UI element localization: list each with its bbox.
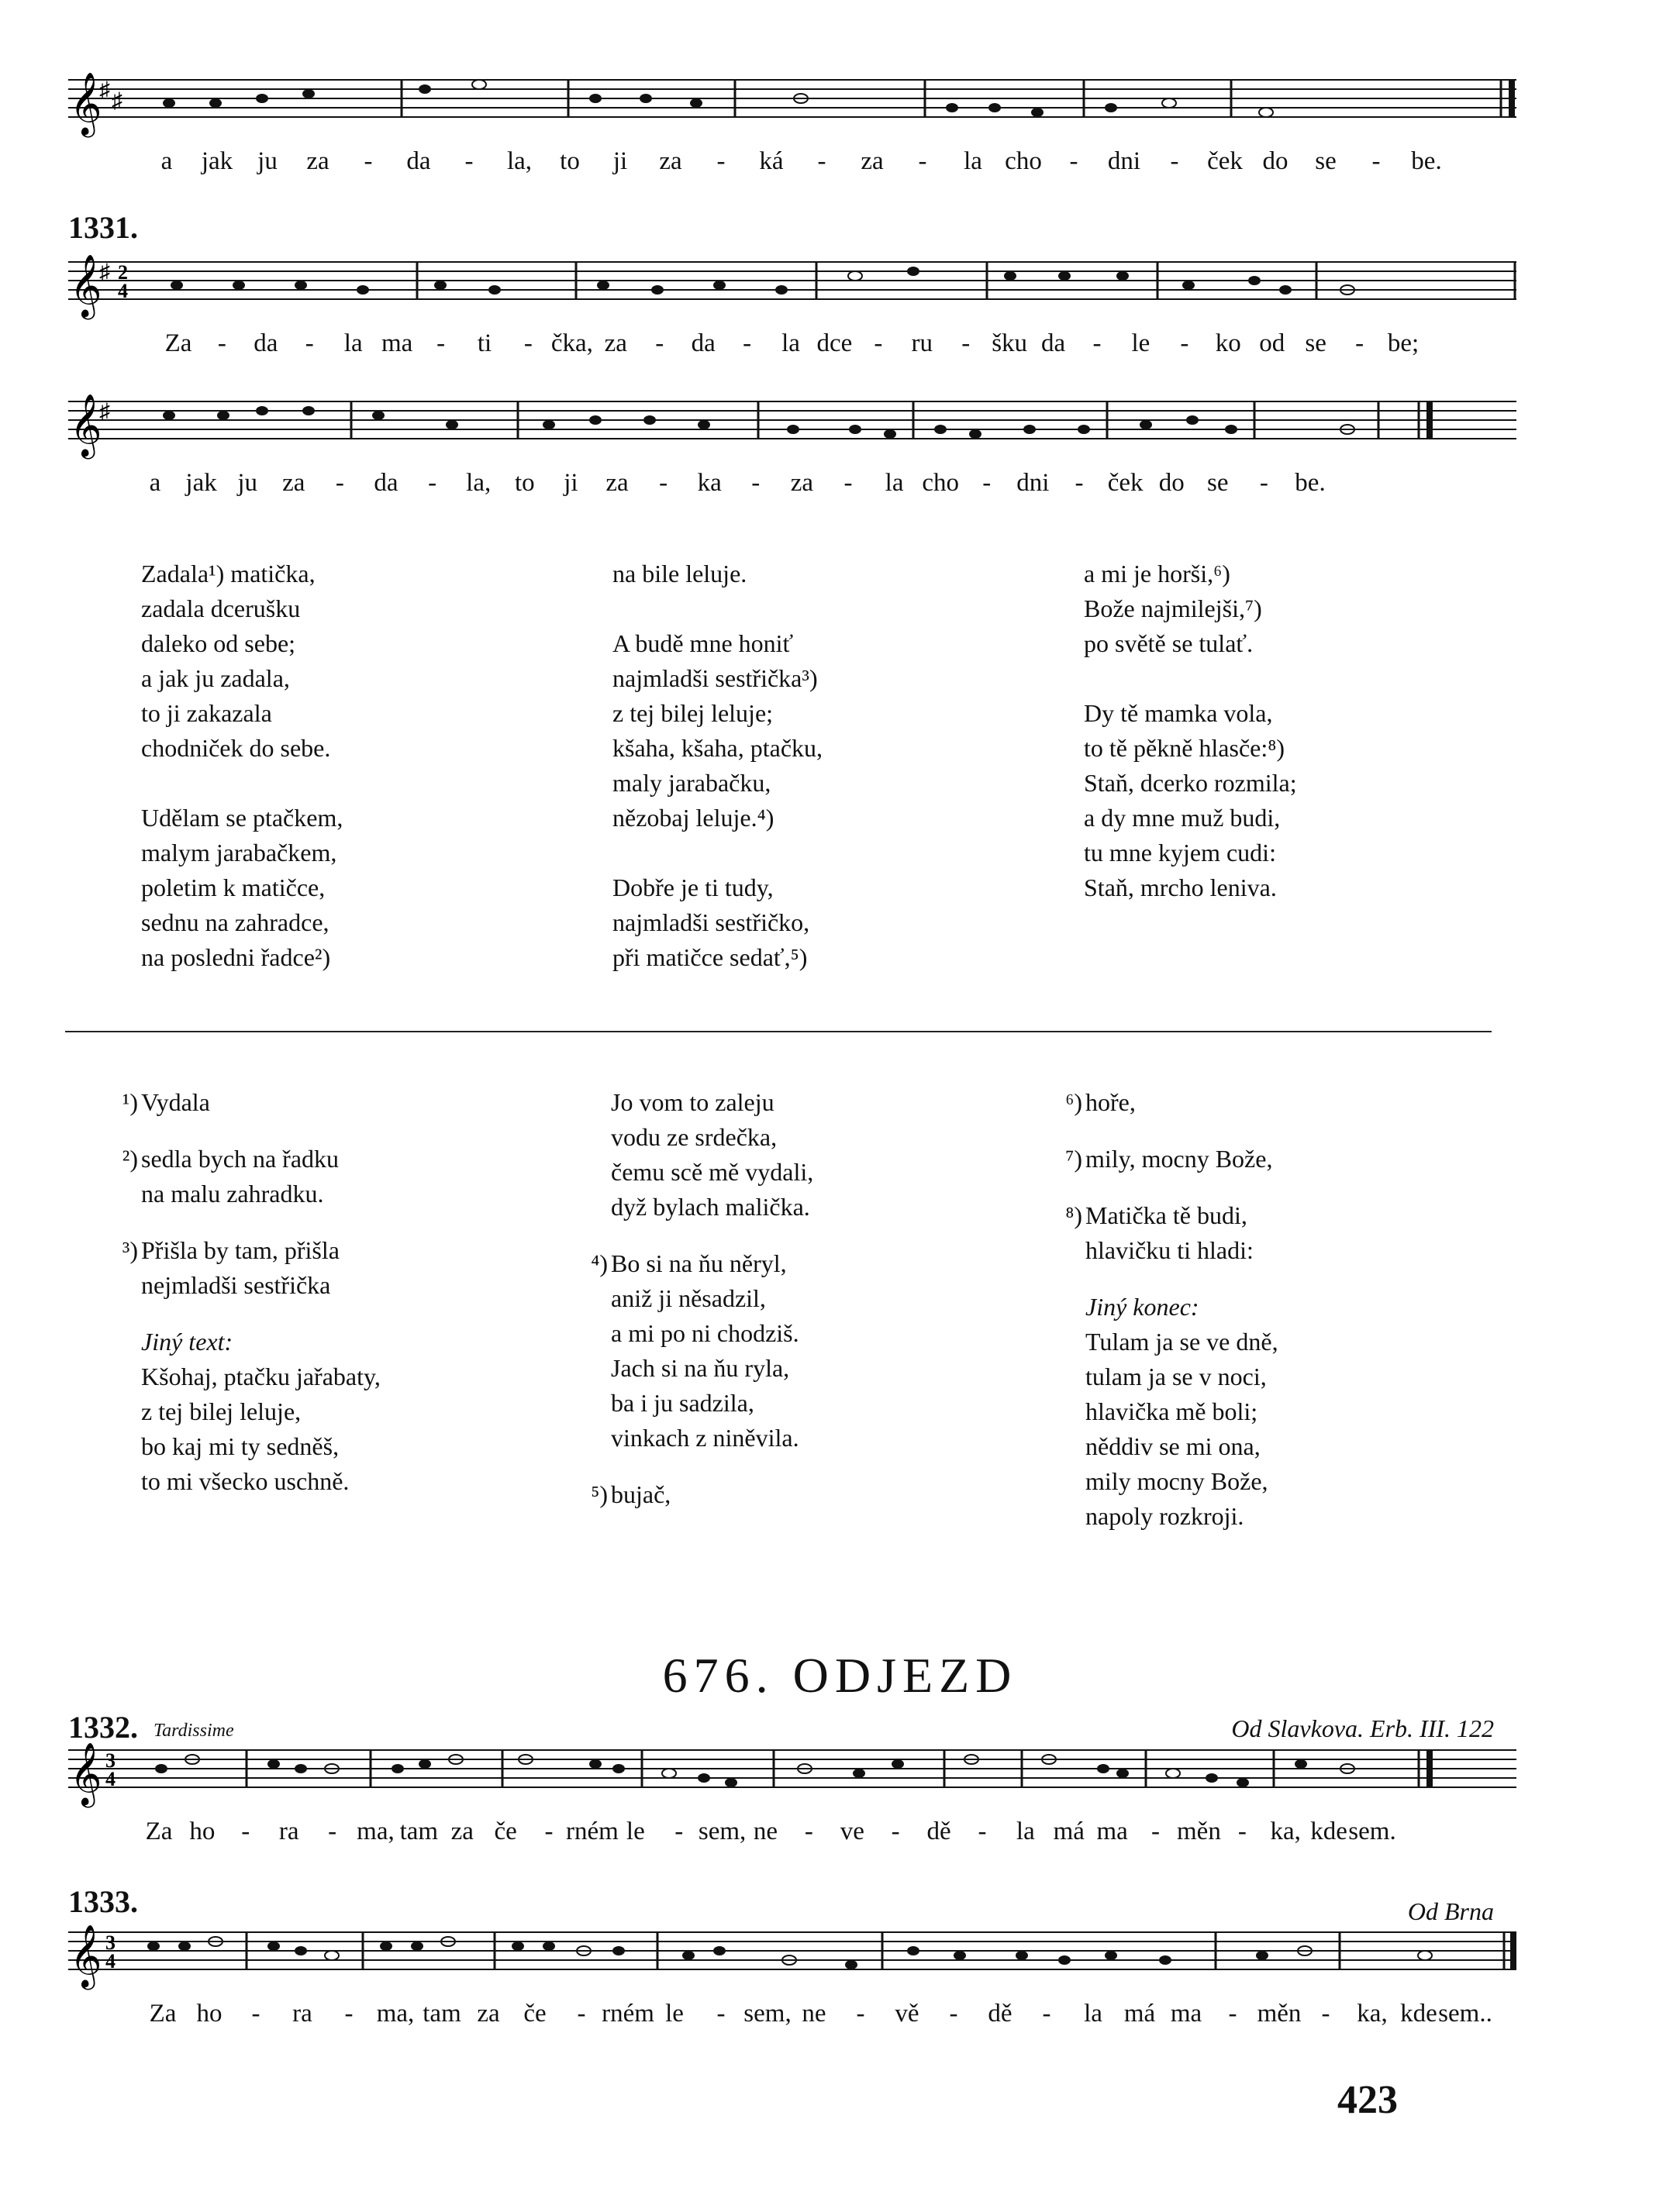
lyric-syllable: le	[665, 2000, 684, 2028]
lyric-hyphen: -	[464, 147, 474, 175]
song-number-1332: 1332.	[68, 1710, 138, 1745]
stanza-break	[141, 766, 343, 801]
lyric-hyphen: -	[305, 329, 314, 357]
lyric-syllable: šku	[992, 329, 1028, 357]
poem-line: najmladši sestřička³)	[612, 664, 818, 692]
footnote-text: na malu zahradku.	[141, 1180, 324, 1208]
lyric-hyphen: -	[1237, 1817, 1247, 1845]
poem-line: Dy tě mamka vola,	[1084, 699, 1273, 727]
footnote-text: dyž bylach malička.	[611, 1193, 810, 1221]
poem-line: A budě mne honiť	[612, 629, 794, 657]
footnote-line	[611, 1120, 813, 1155]
footnote-line	[1065, 1198, 1278, 1233]
svg-text:𝄞: 𝄞	[70, 1742, 102, 1805]
footnote-text: tulam ja se v noci,	[1085, 1363, 1267, 1390]
lyric-hyphen: -	[982, 469, 992, 497]
poem-line: Udělam se ptačkem,	[141, 804, 343, 832]
lyric-hyphen: -	[751, 469, 761, 497]
lyric-syllable: a	[160, 147, 173, 175]
lyric-syllable: dni	[1016, 469, 1050, 497]
lyric-syllable: da	[406, 147, 431, 175]
footnote-text: Tulam ja se ve dně,	[1085, 1328, 1278, 1356]
lyric-hyphen: -	[1180, 329, 1189, 357]
lyric-syllable: la,	[466, 469, 492, 497]
lyric-syllable: ká	[759, 147, 784, 175]
poem-line: to tě pěkně hlasče:⁸)	[1084, 734, 1285, 762]
footnote-text: bo kaj mi ty sedněš,	[141, 1432, 340, 1460]
footnote-line	[1085, 1394, 1278, 1429]
lyric-syllable: ka	[697, 469, 722, 497]
lyric-syllable: ma	[381, 329, 413, 357]
footnote-text: sedla bych na řadku	[141, 1145, 340, 1173]
lyric-syllable: la	[343, 329, 363, 357]
poem-column-1	[141, 556, 343, 975]
lyric-syllable: ka,	[1270, 1817, 1301, 1845]
footnote-line	[611, 1316, 813, 1351]
lyric-syllable: Za	[164, 329, 192, 357]
lyric-hyphen: -	[716, 147, 726, 175]
poem-line: a dy mne muž budi,	[1084, 804, 1281, 832]
lyric-syllable: da	[374, 469, 398, 497]
lyric-syllable: rném	[602, 2000, 654, 2028]
lyric-hyphen: -	[251, 2000, 260, 2028]
lyric-syllable: to	[514, 469, 535, 497]
lyric-hyphen: -	[1371, 147, 1381, 175]
footnote-heading: Jiný konec:	[1085, 1293, 1199, 1321]
lyric-syllable: da	[691, 329, 716, 357]
lyric-syllable: od	[1259, 329, 1285, 357]
lyric-hyphen: -	[856, 2000, 865, 2028]
footnote	[122, 1085, 381, 1120]
lyric-syllable: do	[1158, 469, 1185, 497]
poem-line: tu mne kyjem cudi:	[1084, 839, 1276, 867]
lyric-hyphen: -	[1075, 469, 1084, 497]
lyric-syllable: ne	[753, 1817, 778, 1845]
lyric-hyphen: -	[716, 2000, 726, 2028]
poem-line: Staň, dcerko rozmila;	[1084, 769, 1297, 797]
footnote-line	[1065, 1085, 1278, 1120]
lyric-hyphen: -	[544, 1817, 554, 1845]
footnote	[1065, 1085, 1278, 1120]
lyric-syllable: sem..	[1438, 2000, 1492, 2028]
footnote-marker: ²)	[122, 1145, 138, 1173]
staff-notation	[68, 253, 1516, 318]
lyric-hyphen: -	[344, 2000, 354, 2028]
music-staff-1333	[68, 1924, 1516, 1987]
footnote-marker: ³)	[122, 1236, 138, 1264]
poem-line: při matičce sedať,⁵)	[612, 943, 808, 971]
footnote-line	[611, 1386, 813, 1421]
footnote-line	[1085, 1233, 1278, 1268]
stanza-break	[612, 836, 823, 870]
footnote-line	[591, 1477, 813, 1512]
footnote-text: Přišla by tam, přišla	[141, 1236, 340, 1264]
footnote-text: bujač,	[611, 1480, 671, 1508]
lyric-syllable: la	[1016, 1817, 1035, 1845]
lyric-syllable: ček	[1207, 147, 1243, 175]
lyric-syllable: dce	[816, 329, 853, 357]
lyric-syllable: ne	[802, 2000, 826, 2028]
svg-text:4: 4	[105, 1950, 116, 1973]
lyric-syllable: da	[1040, 329, 1066, 357]
lyric-syllable: be.	[1295, 469, 1326, 497]
lyric-syllable: měn	[1257, 2000, 1302, 2028]
footnote-divider	[65, 1031, 1492, 1032]
footnote-text: hlavičku ti hladi:	[1085, 1236, 1254, 1264]
lyric-hyphen: -	[1259, 469, 1268, 497]
footnote-text: napoly rozkroji.	[1085, 1502, 1244, 1530]
lyric-hyphen: -	[1228, 2000, 1237, 2028]
lyrics-1331-line2	[0, 469, 1680, 503]
lyric-syllable: za	[861, 147, 884, 175]
lyric-syllable: sem.	[1348, 1817, 1396, 1845]
lyric-syllable: za	[605, 469, 629, 497]
footnote-text: čemu scě mě vydali,	[611, 1158, 814, 1186]
footnote-text: vodu ze srdečka,	[611, 1123, 778, 1151]
lyric-syllable: dě	[926, 1817, 951, 1845]
footnote-line	[1085, 1429, 1278, 1464]
lyrics-1333	[0, 2000, 1680, 2034]
poem-line: na posledni řadce²)	[141, 943, 331, 971]
footnote	[141, 1325, 381, 1499]
poem-column-3	[1084, 556, 1297, 905]
lyric-syllable: jak	[185, 469, 217, 497]
lyric-hyphen: -	[949, 2000, 958, 2028]
footnote-marker: ⁷)	[1065, 1145, 1082, 1173]
lyric-hyphen: -	[918, 147, 927, 175]
poem-line: z tej bilej leluje;	[612, 699, 774, 727]
lyric-syllable: ček	[1107, 469, 1144, 497]
poem-line: a mi je horši,⁶)	[1084, 560, 1230, 587]
svg-text:𝄞: 𝄞	[70, 1924, 102, 1987]
lyric-syllable: le	[626, 1817, 645, 1845]
page-number: 423	[1337, 2078, 1398, 2122]
lyric-syllable: za	[790, 469, 814, 497]
lyric-hyphen: -	[1151, 1817, 1161, 1845]
lyric-syllable: ma,	[376, 2000, 415, 2028]
lyric-hyphen: -	[961, 329, 971, 357]
lyric-syllable: sem,	[698, 1817, 747, 1845]
lyric-syllable: se	[1315, 147, 1337, 175]
lyric-syllable: be.	[1411, 147, 1442, 175]
footnote-text: to mi všecko uschně.	[141, 1467, 350, 1495]
lyric-syllable: da	[254, 329, 278, 357]
footnote-text: z tej bilej leluje,	[141, 1397, 302, 1425]
tempo-marking: Tardissime	[154, 1721, 234, 1741]
poem-line: po světě se tulať.	[1084, 629, 1254, 657]
footnote-text: mily mocny Bože,	[1085, 1467, 1268, 1495]
poem-line: najmladši sestřičko,	[612, 908, 810, 936]
lyric-syllable: čka,	[550, 329, 593, 357]
lyric-syllable: ho	[196, 2000, 223, 2028]
lyric-syllable: dni	[1107, 147, 1141, 175]
footnote-text: Bo si na ňu něryl,	[611, 1249, 787, 1277]
lyrics-1331-line1	[0, 329, 1680, 363]
footnote	[591, 1246, 813, 1456]
footnote	[1065, 1142, 1278, 1177]
lyrics-1330-end	[0, 147, 1680, 181]
lyric-syllable: ve	[840, 1817, 864, 1845]
poem-line: Staň, mrcho leniva.	[1084, 873, 1277, 901]
lyric-syllable: ko	[1215, 329, 1241, 357]
lyric-hyphen: -	[241, 1817, 250, 1845]
staff-notation	[68, 395, 1516, 457]
lyric-hyphen: -	[1069, 147, 1078, 175]
lyric-hyphen: -	[978, 1817, 987, 1845]
lyric-syllable: cho	[922, 469, 960, 497]
lyric-syllable: má	[1053, 1817, 1085, 1845]
poem-line: to ji zakazala	[141, 699, 272, 727]
footnote-line	[1085, 1325, 1278, 1359]
footnote-text: a mi po ni chodziš.	[611, 1319, 799, 1347]
lyric-hyphen: -	[217, 329, 226, 357]
stanza-break	[1084, 661, 1297, 696]
footnote	[1065, 1198, 1278, 1268]
poem-line: Dobře je ti tudy,	[612, 873, 774, 901]
footnote-text: Vydala	[141, 1088, 210, 1116]
poem-line: kšaha, kšaha, ptačku,	[612, 734, 823, 762]
lyric-syllable: la,	[506, 147, 533, 175]
lyric-syllable: za	[604, 329, 627, 357]
lyric-hyphen: -	[436, 329, 446, 357]
source-attribution-1332: Od Slavkova. Erb. III. 122	[1231, 1714, 1494, 1742]
lyric-syllable: do	[1262, 147, 1288, 175]
lyric-syllable: la	[885, 469, 904, 497]
footnote-text: ba i ju sadzila,	[611, 1389, 754, 1417]
lyric-syllable: ho	[189, 1817, 216, 1845]
lyric-syllable: ju	[257, 147, 278, 175]
lyric-syllable: tam	[423, 2000, 461, 2028]
svg-text:3: 3	[105, 1931, 116, 1954]
footnote-line	[611, 1421, 813, 1456]
svg-text:4: 4	[105, 1768, 116, 1790]
poem-line: sednu na zahradce,	[141, 908, 329, 936]
footnote-line	[141, 1394, 381, 1429]
footnote-marker: ⁸)	[1065, 1201, 1082, 1229]
lyric-syllable: če	[494, 1817, 517, 1845]
footnote	[122, 1233, 381, 1303]
footnote-text: Kšohaj, ptačku jařabaty,	[141, 1363, 381, 1390]
stanza-break	[612, 591, 823, 626]
lyric-syllable: ra	[278, 1817, 299, 1845]
svg-text:♯: ♯	[99, 78, 110, 102]
lyric-syllable: ji	[564, 469, 578, 497]
svg-text:♯: ♯	[99, 260, 110, 284]
lyric-syllable: sem,	[743, 2000, 792, 2028]
footnote-text: něddiv se mi ona,	[1085, 1432, 1261, 1460]
lyric-hyphen: -	[1321, 2000, 1330, 2028]
footnote-text: mily, mocny Bože,	[1085, 1145, 1273, 1173]
lyric-syllable: če	[523, 2000, 547, 2028]
lyric-syllable: be;	[1387, 329, 1420, 357]
lyric-syllable: ru	[911, 329, 933, 357]
source-attribution-1333: Od Brna	[1407, 1897, 1494, 1925]
svg-text:♯: ♯	[99, 400, 110, 424]
footnote-line	[611, 1281, 813, 1316]
song-number-1331: 1331.	[68, 210, 138, 245]
lyric-syllable: la	[781, 329, 800, 357]
lyric-syllable: ji	[612, 147, 628, 175]
poem-line: Bože najmilejši,⁷)	[1084, 594, 1262, 622]
footnote-line	[141, 1359, 381, 1394]
footnotes-column-2	[591, 1085, 814, 1534]
lyric-syllable: kde	[1310, 1817, 1347, 1845]
lyric-syllable: ra	[292, 2000, 312, 2028]
footnote-text: Jach si na ňu ryla,	[611, 1354, 790, 1382]
lyric-hyphen: -	[1355, 329, 1364, 357]
footnote-line	[611, 1085, 813, 1120]
footnote	[1085, 1290, 1278, 1534]
footnote-line	[1085, 1359, 1278, 1394]
song-number-1333: 1333.	[68, 1884, 138, 1919]
poem-line: na bile leluje.	[612, 560, 747, 587]
lyric-hyphen: -	[523, 329, 533, 357]
footnote-text: Matička tě budi,	[1085, 1201, 1247, 1229]
svg-text:2: 2	[118, 261, 128, 284]
footnote-line	[141, 1429, 381, 1464]
svg-text:3: 3	[105, 1749, 116, 1772]
footnote-text: hoře,	[1085, 1088, 1136, 1116]
lyric-hyphen: -	[874, 329, 883, 357]
lyric-syllable: dě	[988, 2000, 1012, 2028]
staff-notation	[68, 1744, 1516, 1806]
staff-notation	[68, 1926, 1516, 1988]
music-staff-1332	[68, 1742, 1516, 1805]
footnote-line	[1085, 1499, 1278, 1534]
svg-text:4: 4	[118, 280, 128, 302]
footnote-line	[591, 1246, 813, 1281]
footnote-line	[122, 1142, 381, 1177]
lyric-hyphen: -	[1170, 147, 1179, 175]
footnote	[611, 1085, 813, 1225]
footnote-marker: ⁴)	[591, 1249, 608, 1277]
footnote-line	[611, 1351, 813, 1386]
lyric-syllable: la	[1084, 2000, 1102, 2028]
lyric-hyphen: -	[364, 147, 373, 175]
lyric-syllable: má	[1123, 2000, 1156, 2028]
footnote-line	[611, 1155, 813, 1190]
lyrics-1332	[0, 1817, 1680, 1852]
footnote-line	[122, 1085, 381, 1120]
poem-line: daleko od sebe;	[141, 629, 296, 657]
lyric-syllable: kde	[1400, 2000, 1437, 2028]
poem-line: malym jarabačkem,	[141, 839, 337, 867]
lyric-syllable: a	[149, 469, 161, 497]
footnotes-column-3	[1065, 1085, 1278, 1556]
footnote-text: vinkach z niněvila.	[611, 1424, 799, 1452]
poem-line: maly jarabačku,	[612, 769, 771, 797]
staff-notation	[68, 71, 1516, 136]
lyric-syllable: ka,	[1357, 2000, 1388, 2028]
lyric-syllable: se	[1305, 329, 1326, 357]
footnotes-column-1	[122, 1085, 381, 1521]
lyric-syllable: za	[282, 469, 305, 497]
lyric-hyphen: -	[655, 329, 664, 357]
lyric-syllable: le	[1131, 329, 1150, 357]
lyric-hyphen: -	[843, 469, 853, 497]
footnote	[591, 1477, 813, 1512]
footnote-text: aniž ji něsadzil,	[611, 1284, 766, 1312]
lyric-syllable: se	[1207, 469, 1229, 497]
lyric-syllable: ju	[237, 469, 258, 497]
svg-text:𝄞: 𝄞	[70, 253, 102, 317]
poem-line: zadala dcerušku	[141, 594, 301, 622]
lyric-hyphen: -	[674, 1817, 684, 1845]
poem-line: poletim k matičce,	[141, 873, 326, 901]
lyric-syllable: ma	[1096, 1817, 1128, 1845]
lyric-hyphen: -	[1042, 2000, 1051, 2028]
section-title: 676. ODJEZD	[662, 1648, 1018, 1703]
lyric-hyphen: -	[335, 469, 344, 497]
lyric-syllable: rném	[566, 1817, 619, 1845]
lyric-syllable: jak	[201, 147, 233, 175]
lyric-syllable: ma,	[357, 1817, 395, 1845]
lyric-syllable: vě	[895, 2000, 919, 2028]
lyric-syllable: Za	[145, 1817, 173, 1845]
poem-line: nězobaj leluje.⁴)	[612, 804, 774, 832]
lyric-hyphen: -	[891, 1817, 900, 1845]
lyric-hyphen: -	[428, 469, 437, 497]
music-staff-1330-end	[68, 71, 1516, 135]
music-staff-1331-line1	[68, 253, 1516, 317]
lyric-hyphen: -	[817, 147, 826, 175]
lyric-hyphen: -	[577, 2000, 586, 2028]
footnote-text: hlavička mě boli;	[1085, 1397, 1258, 1425]
lyric-syllable: ti	[477, 329, 492, 357]
lyric-syllable: Za	[149, 2000, 177, 2028]
footnote	[122, 1142, 381, 1211]
svg-text:♯: ♯	[112, 89, 122, 113]
footnote-line	[141, 1268, 381, 1303]
lyric-syllable: za	[659, 147, 682, 175]
lyric-syllable: to	[560, 147, 580, 175]
footnote-line	[122, 1233, 381, 1268]
poem-line: chodniček do sebe.	[141, 734, 331, 762]
lyric-hyphen: -	[804, 1817, 813, 1845]
footnote-text: Jo vom to zaleju	[611, 1088, 774, 1116]
lyric-syllable: la	[964, 147, 982, 175]
lyric-syllable: za	[477, 2000, 500, 2028]
lyric-hyphen: -	[659, 469, 668, 497]
lyric-syllable: tam	[399, 1817, 439, 1845]
lyric-syllable: ma	[1170, 2000, 1202, 2028]
footnote-heading: Jiný text:	[141, 1328, 233, 1356]
footnote-marker: ¹)	[122, 1088, 138, 1116]
footnote-line	[611, 1190, 813, 1225]
footnote-line	[141, 1177, 381, 1211]
lyric-syllable: měn	[1177, 1817, 1221, 1845]
poem-line: Zadala¹) matička,	[141, 560, 316, 587]
footnote-line	[141, 1464, 381, 1499]
poem-column-2	[612, 556, 823, 975]
lyric-syllable: za	[450, 1817, 474, 1845]
lyric-hyphen: -	[1092, 329, 1102, 357]
footnote-line	[1065, 1142, 1278, 1177]
poem-line: a jak ju zadala,	[141, 664, 290, 692]
svg-text:𝄞: 𝄞	[70, 393, 102, 457]
music-staff-1331-line2	[68, 393, 1516, 457]
lyric-syllable: cho	[1005, 147, 1042, 175]
lyric-hyphen: -	[743, 329, 752, 357]
footnote-text: nejmladši sestřička	[141, 1271, 331, 1299]
lyric-syllable: za	[306, 147, 329, 175]
footnote-marker: ⁵)	[591, 1480, 608, 1508]
lyric-hyphen: -	[328, 1817, 337, 1845]
footnote-line	[1085, 1464, 1278, 1499]
svg-text:𝄞: 𝄞	[70, 71, 102, 135]
footnote-marker: ⁶)	[1065, 1088, 1082, 1116]
